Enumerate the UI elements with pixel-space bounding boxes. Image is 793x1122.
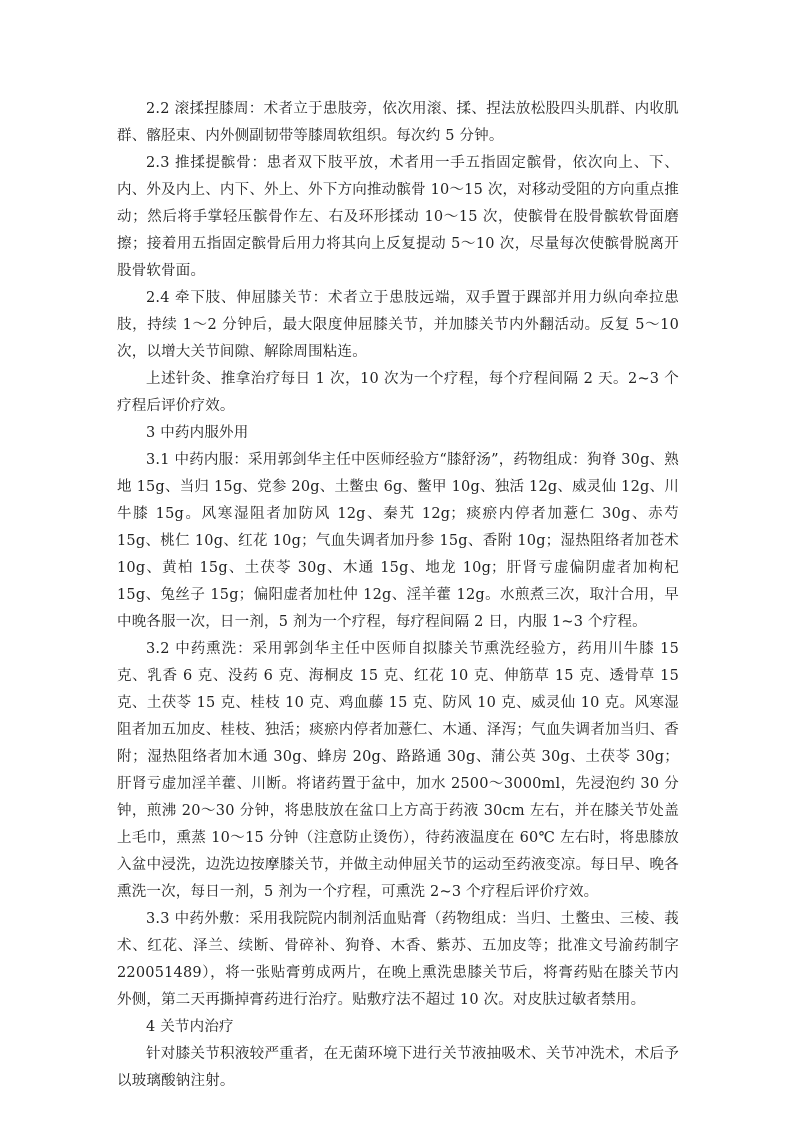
paragraph-4-body: 针对膝关节积液较严重者，在无菌环境下进行关节液抽吸术、关节冲洗术，术后予以玻璃酸钠注射。 <box>117 1046 679 1089</box>
paragraph-3-2: 3.2 中药熏洗：采用郭剑华主任中医师自拟膝关节熏洗经验方，药用川牛膝 15 克、乳香 6 克、没药 6 克、海桐皮 15 克、红花 10 克、伸筋草 15 克、透骨草 15 克、土茯苓 15 克、桂枝 10 克、鸡血藤 15 克、防风 10 克、威灵仙 10 克。风寒湿阻者加五加皮、桂枝、独活；痰瘀内停者加薏仁、木通、泽泻；气血失调者加当归、香附；湿热阻络者加木通 30g、蜂房 20g、路路通 30g、蒲公英 30g、土茯苓 30g；肝肾亏虚加淫羊藿、川断。将诸药置于盆中，加水 2500～3000ml，先浸泡约 30 分钟，煎沸 20～30 分钟，将患肢放在盆口上方高于药液 30cm 左右，并在膝关节处盖上毛巾，熏蒸 10～15 分钟（注意防止烫伤），待药液温度在 60℃ 左右时，将患膝放入盆中浸洗，边洗边按摩膝关节，并做主动伸屈关节的运动至药液变凉。每日早、晚各熏洗一次，每日一剂，5 剂为一个疗程，可熏洗 2~3 个疗程后评价疗效。 <box>117 641 679 900</box>
paragraph-2-2: 2.2 滚揉捏膝周：术者立于患肢旁，依次用滚、揉、捏法放松股四头肌群、内收肌群、髂胫束、内外侧副韧带等膝周软组织。每次约 5 分钟。 <box>117 101 679 144</box>
section-heading-3: 3 中药内服外用 <box>146 425 249 441</box>
paragraph-2-3: 2.3 推揉提髌骨：患者双下肢平放，术者用一手五指固定髌骨，依次向上、下、内、外及内上、内下、外上、外下方向推动髌骨 10～15 次，对移动受阻的方向重点推动；然后将手掌轻压髌骨作左、右及环形揉动 10～15 次，使髌骨在股骨髌软骨面磨擦；接着用五指固定髌骨后用力将其向上反复提动 5～10 次，尽量每次使髌骨脱离开股骨软骨面。 <box>117 155 679 279</box>
document-body <box>117 96 679 1095</box>
paragraph-3-3: 3.3 中药外敷：采用我院院内制剂活血贴膏（药物组成：当归、土鳖虫、三棱、莪术、红花、泽兰、续断、骨碎补、狗脊、木香、紫苏、五加皮等；批准文号渝药制字 220051489），将一张贴膏剪成两片，在晚上熏洗患膝关节后，将膏药贴在膝关节内外侧，第二天再撕掉膏药进行治疗。贴敷疗法不超过 10 次。对皮肤过敏者禁用。 <box>117 911 679 1008</box>
paragraph-2-4: 2.4 牵下肢、伸屈膝关节：术者立于患肢远端，双手置于踝部并用力纵向牵拉患肢，持续 1～2 分钟后，最大限度伸屈膝关节，并加膝关节内外翻活动。反复 5～10 次，以增大关节间隙、解除周围粘连。 <box>117 290 679 360</box>
paragraph-treatment-course: 上述针灸、推拿治疗每日 1 次，10 次为一个疗程，每个疗程间隔 2 天。2~3 个疗程后评价疗效。 <box>117 371 679 414</box>
section-heading-4: 4 关节内治疗 <box>146 1019 234 1035</box>
paragraph-3-1: 3.1 中药内服：采用郭剑华主任中医师经验方“膝舒汤”，药物组成：狗脊 30g、熟地 15g、当归 15g、党参 20g、土鳖虫 6g、鳖甲 10g、独活 12g、威灵仙 12g、川牛膝 15g。风寒湿阻者加防风 12g、秦艽 12g；痰瘀内停者加薏仁 30g、赤芍 15g、桃仁 10g、红花 10g；气血失调者加丹参 15g、香附 10g；湿热阻络者加苍术 10g、黄柏 15g、土茯苓 30g、木通 15g、地龙 10g；肝肾亏虚偏阴虚者加枸杞 15g、兔丝子 15g；偏阳虚者加杜仲 12g、淫羊藿 12g。水煎煮三次，取汁合用，早中晚各服一次，日一剂，5 剂为一个疗程，每疗程间隔 2 日，内服 1~3 个疗程。 <box>117 452 679 630</box>
